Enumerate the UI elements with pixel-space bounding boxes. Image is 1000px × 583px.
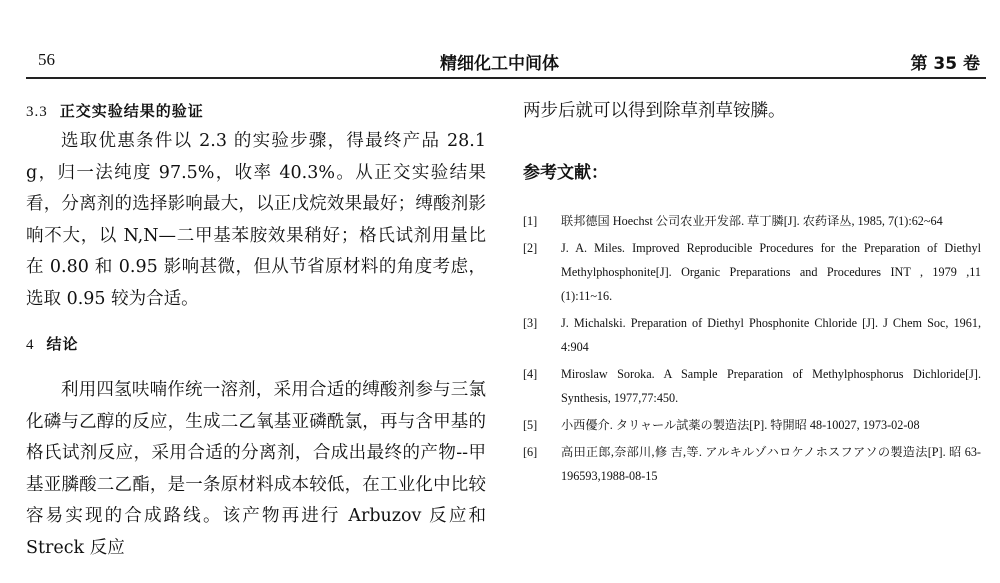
reference-item — [523, 413, 981, 437]
left-column — [26, 96, 486, 564]
reference-number: [1] — [523, 214, 538, 228]
reference-text: J. A. Miles. Improved Reproducible Procedures for the Preparation of Diethyl Methylphosphonite[J]. Organic Preparations and Procedures INT , 1979 ,11 (1):11~16. — [561, 241, 981, 303]
reference-text: J. Michalski. Preparation of Diethyl Phosphonite Chloride [J]. J Chem Soc, 1961, 4:904 — [561, 316, 981, 354]
reference-item — [523, 440, 981, 488]
reference-item — [523, 209, 981, 233]
right-column — [523, 96, 981, 491]
reference-text: 联邦德国 Hoechst 公司农业开发部. 草丁膦[J]. 农药译丛, 1985, 7(1):62~64 — [561, 214, 943, 228]
section-number: 3.3 — [26, 104, 48, 120]
reference-number: [6] — [523, 445, 538, 459]
page-number: 56 — [38, 50, 55, 69]
volume-label: 第 35 卷 — [910, 54, 980, 74]
reference-item — [523, 236, 981, 308]
section-3-3-body: 选取优惠条件以 2.3 的实验步骤，得最终产品 28.1 g，归一法纯度 97.5%，收率 40.3%。从正交实验结果看，分离剂的选择影响最大，以正戊烷效果最好；缚酸剂影响不大，以 N,N—二甲基苯胺效果稍好；格氏试剂用量比在 0.80 和 0.95 影响甚微，但从节省原材料的角度考虑，选取 0.95 较为合适。 — [26, 131, 486, 309]
section-4-heading — [26, 329, 486, 359]
section-title: 正交实验结果的验证 — [59, 102, 204, 120]
reference-text: 小西優介. タリャール試薬の製造法[P]. 特開昭 48-10027, 1973-02-08 — [561, 418, 920, 432]
section-3-3-heading — [26, 96, 486, 126]
section-4-body: 利用四氢呋喃作统一溶剂，采用合适的缚酸剂参与三氯化磷与乙醇的反应，生成二乙氧基亚磷酰氯，再与含甲基的格氏试剂反应，采用合适的分离剂，合成出最终的产物--甲基亚膦酸二乙酯，是一条原材料成本较低，在工业化中比较容易实现的合成路线。该产物再进行 Arbuzov 反应和 Streck 反应 — [26, 380, 486, 558]
section-number: 4 — [26, 337, 35, 353]
header-rule — [26, 77, 986, 79]
references-heading: 参考文献： — [523, 163, 608, 183]
reference-text: 高田正郎,奈部川,修 吉,等. アルキルゾハロケノホスフアソの製造法[P]. 昭 63-196593,1988-08-15 — [561, 445, 981, 483]
reference-number: [4] — [523, 367, 538, 381]
continuation-text: 两步后就可以得到除草剂草铵膦。 — [523, 101, 786, 121]
reference-number: [5] — [523, 418, 538, 432]
running-header — [0, 48, 1000, 76]
reference-item — [523, 311, 981, 359]
reference-number: [3] — [523, 316, 538, 330]
journal-title: 精细化工中间体 — [440, 54, 559, 74]
section-title: 结论 — [46, 335, 79, 353]
reference-text: Miroslaw Soroka. A Sample Preparation of Methylphosphorus Dichloride[J]. Synthesis, 1977,77:450. — [561, 367, 981, 405]
reference-item — [523, 362, 981, 410]
reference-number: [2] — [523, 241, 538, 255]
